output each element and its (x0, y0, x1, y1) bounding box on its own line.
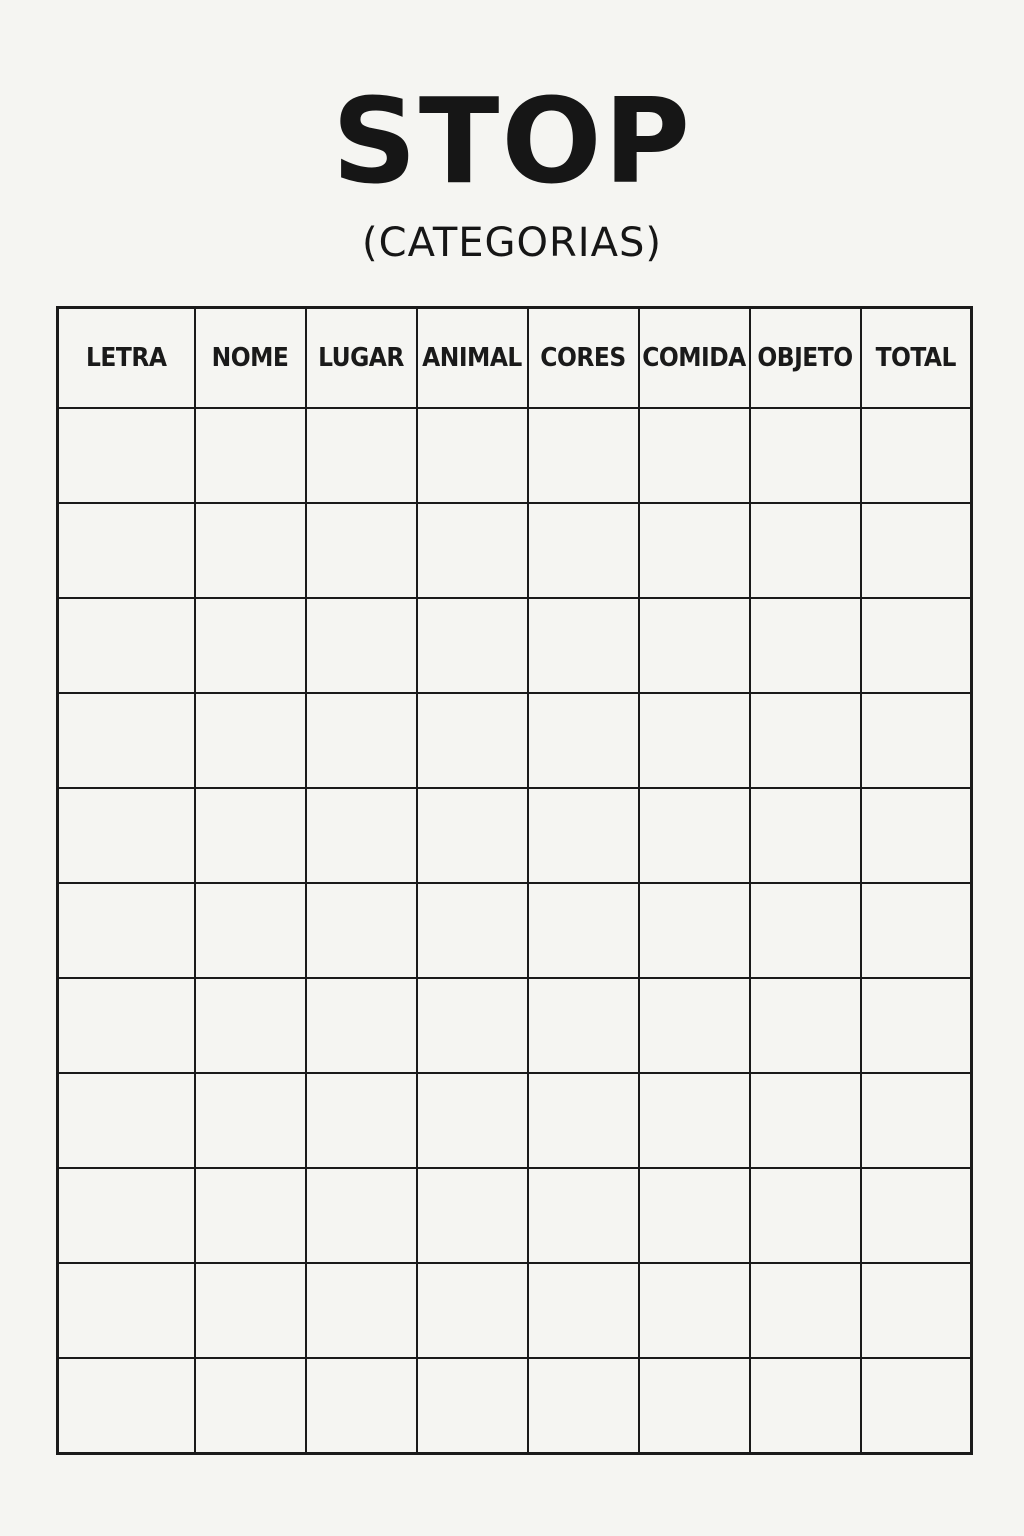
cell-cores[interactable] (528, 598, 639, 693)
cell-total[interactable] (861, 1263, 972, 1358)
cell-total[interactable] (861, 1358, 972, 1454)
cell-animal[interactable] (417, 503, 528, 598)
cell-nome[interactable] (195, 1358, 306, 1454)
cell-total[interactable] (861, 883, 972, 978)
cell-objeto[interactable] (750, 598, 861, 693)
cell-total[interactable] (861, 788, 972, 883)
cell-total[interactable] (861, 693, 972, 788)
cell-comida[interactable] (639, 788, 750, 883)
cell-letra[interactable] (58, 408, 195, 503)
table-row (58, 1263, 972, 1358)
cell-comida[interactable] (639, 598, 750, 693)
cell-animal[interactable] (417, 598, 528, 693)
column-header-lugar: LUGAR (306, 308, 417, 409)
table-row (58, 693, 972, 788)
table-body (58, 408, 972, 1454)
cell-comida[interactable] (639, 1073, 750, 1168)
cell-objeto[interactable] (750, 408, 861, 503)
cell-lugar[interactable] (306, 1168, 417, 1263)
cell-animal[interactable] (417, 693, 528, 788)
cell-comida[interactable] (639, 693, 750, 788)
column-header-animal: ANIMAL (417, 308, 528, 409)
column-header-comida: COMIDA (639, 308, 750, 409)
cell-comida[interactable] (639, 978, 750, 1073)
cell-cores[interactable] (528, 1168, 639, 1263)
cell-comida[interactable] (639, 503, 750, 598)
cell-objeto[interactable] (750, 693, 861, 788)
table-row (58, 1358, 972, 1454)
table-header-row (58, 308, 972, 409)
cell-total[interactable] (861, 1168, 972, 1263)
cell-objeto[interactable] (750, 883, 861, 978)
cell-objeto[interactable] (750, 1073, 861, 1168)
cell-nome[interactable] (195, 693, 306, 788)
table-row (58, 788, 972, 883)
column-header-nome: NOME (195, 308, 306, 409)
cell-lugar[interactable] (306, 978, 417, 1073)
table-row (58, 503, 972, 598)
cell-lugar[interactable] (306, 1073, 417, 1168)
cell-objeto[interactable] (750, 978, 861, 1073)
cell-nome[interactable] (195, 1263, 306, 1358)
cell-letra[interactable] (58, 1263, 195, 1358)
column-header-objeto: OBJETO (750, 308, 861, 409)
cell-cores[interactable] (528, 978, 639, 1073)
cell-nome[interactable] (195, 978, 306, 1073)
cell-letra[interactable] (58, 598, 195, 693)
cell-animal[interactable] (417, 1263, 528, 1358)
cell-lugar[interactable] (306, 408, 417, 503)
cell-lugar[interactable] (306, 503, 417, 598)
cell-cores[interactable] (528, 503, 639, 598)
cell-letra[interactable] (58, 1358, 195, 1454)
table-row (58, 1073, 972, 1168)
column-header-letra: LETRA (58, 308, 195, 409)
column-header-cores: CORES (528, 308, 639, 409)
cell-total[interactable] (861, 978, 972, 1073)
cell-cores[interactable] (528, 883, 639, 978)
table-row (58, 1168, 972, 1263)
cell-animal[interactable] (417, 978, 528, 1073)
cell-lugar[interactable] (306, 693, 417, 788)
cell-cores[interactable] (528, 693, 639, 788)
cell-letra[interactable] (58, 1168, 195, 1263)
table-row (58, 598, 972, 693)
cell-letra[interactable] (58, 883, 195, 978)
cell-total[interactable] (861, 408, 972, 503)
page-subtitle: (CATEGORIAS) (362, 220, 662, 266)
cell-total[interactable] (861, 598, 972, 693)
cell-objeto[interactable] (750, 503, 861, 598)
cell-letra[interactable] (58, 788, 195, 883)
cell-letra[interactable] (58, 503, 195, 598)
cell-total[interactable] (861, 1073, 972, 1168)
cell-total[interactable] (861, 503, 972, 598)
cell-objeto[interactable] (750, 1358, 861, 1454)
cell-animal[interactable] (417, 883, 528, 978)
cell-comida[interactable] (639, 1358, 750, 1454)
cell-objeto[interactable] (750, 1263, 861, 1358)
cell-letra[interactable] (58, 978, 195, 1073)
cell-animal[interactable] (417, 1168, 528, 1263)
cell-nome[interactable] (195, 598, 306, 693)
score-table (56, 306, 973, 1455)
cell-letra[interactable] (58, 1073, 195, 1168)
page-title: STOP (331, 72, 693, 210)
cell-lugar[interactable] (306, 883, 417, 978)
cell-objeto[interactable] (750, 788, 861, 883)
cell-nome[interactable] (195, 1073, 306, 1168)
cell-lugar[interactable] (306, 598, 417, 693)
cell-animal[interactable] (417, 1358, 528, 1454)
cell-animal[interactable] (417, 1073, 528, 1168)
cell-cores[interactable] (528, 1358, 639, 1454)
cell-nome[interactable] (195, 503, 306, 598)
cell-lugar[interactable] (306, 1263, 417, 1358)
table-row (58, 978, 972, 1073)
cell-comida[interactable] (639, 1168, 750, 1263)
cell-comida[interactable] (639, 1263, 750, 1358)
table-row (58, 408, 972, 503)
cell-cores[interactable] (528, 1073, 639, 1168)
cell-comida[interactable] (639, 883, 750, 978)
cell-animal[interactable] (417, 408, 528, 503)
cell-cores[interactable] (528, 788, 639, 883)
cell-nome[interactable] (195, 883, 306, 978)
table-row (58, 883, 972, 978)
cell-letra[interactable] (58, 693, 195, 788)
cell-animal[interactable] (417, 788, 528, 883)
cell-nome[interactable] (195, 788, 306, 883)
cell-cores[interactable] (528, 1263, 639, 1358)
cell-cores[interactable] (528, 408, 639, 503)
cell-lugar[interactable] (306, 1358, 417, 1454)
cell-lugar[interactable] (306, 788, 417, 883)
cell-nome[interactable] (195, 1168, 306, 1263)
cell-comida[interactable] (639, 408, 750, 503)
cell-objeto[interactable] (750, 1168, 861, 1263)
column-header-total: TOTAL (861, 308, 972, 409)
cell-nome[interactable] (195, 408, 306, 503)
